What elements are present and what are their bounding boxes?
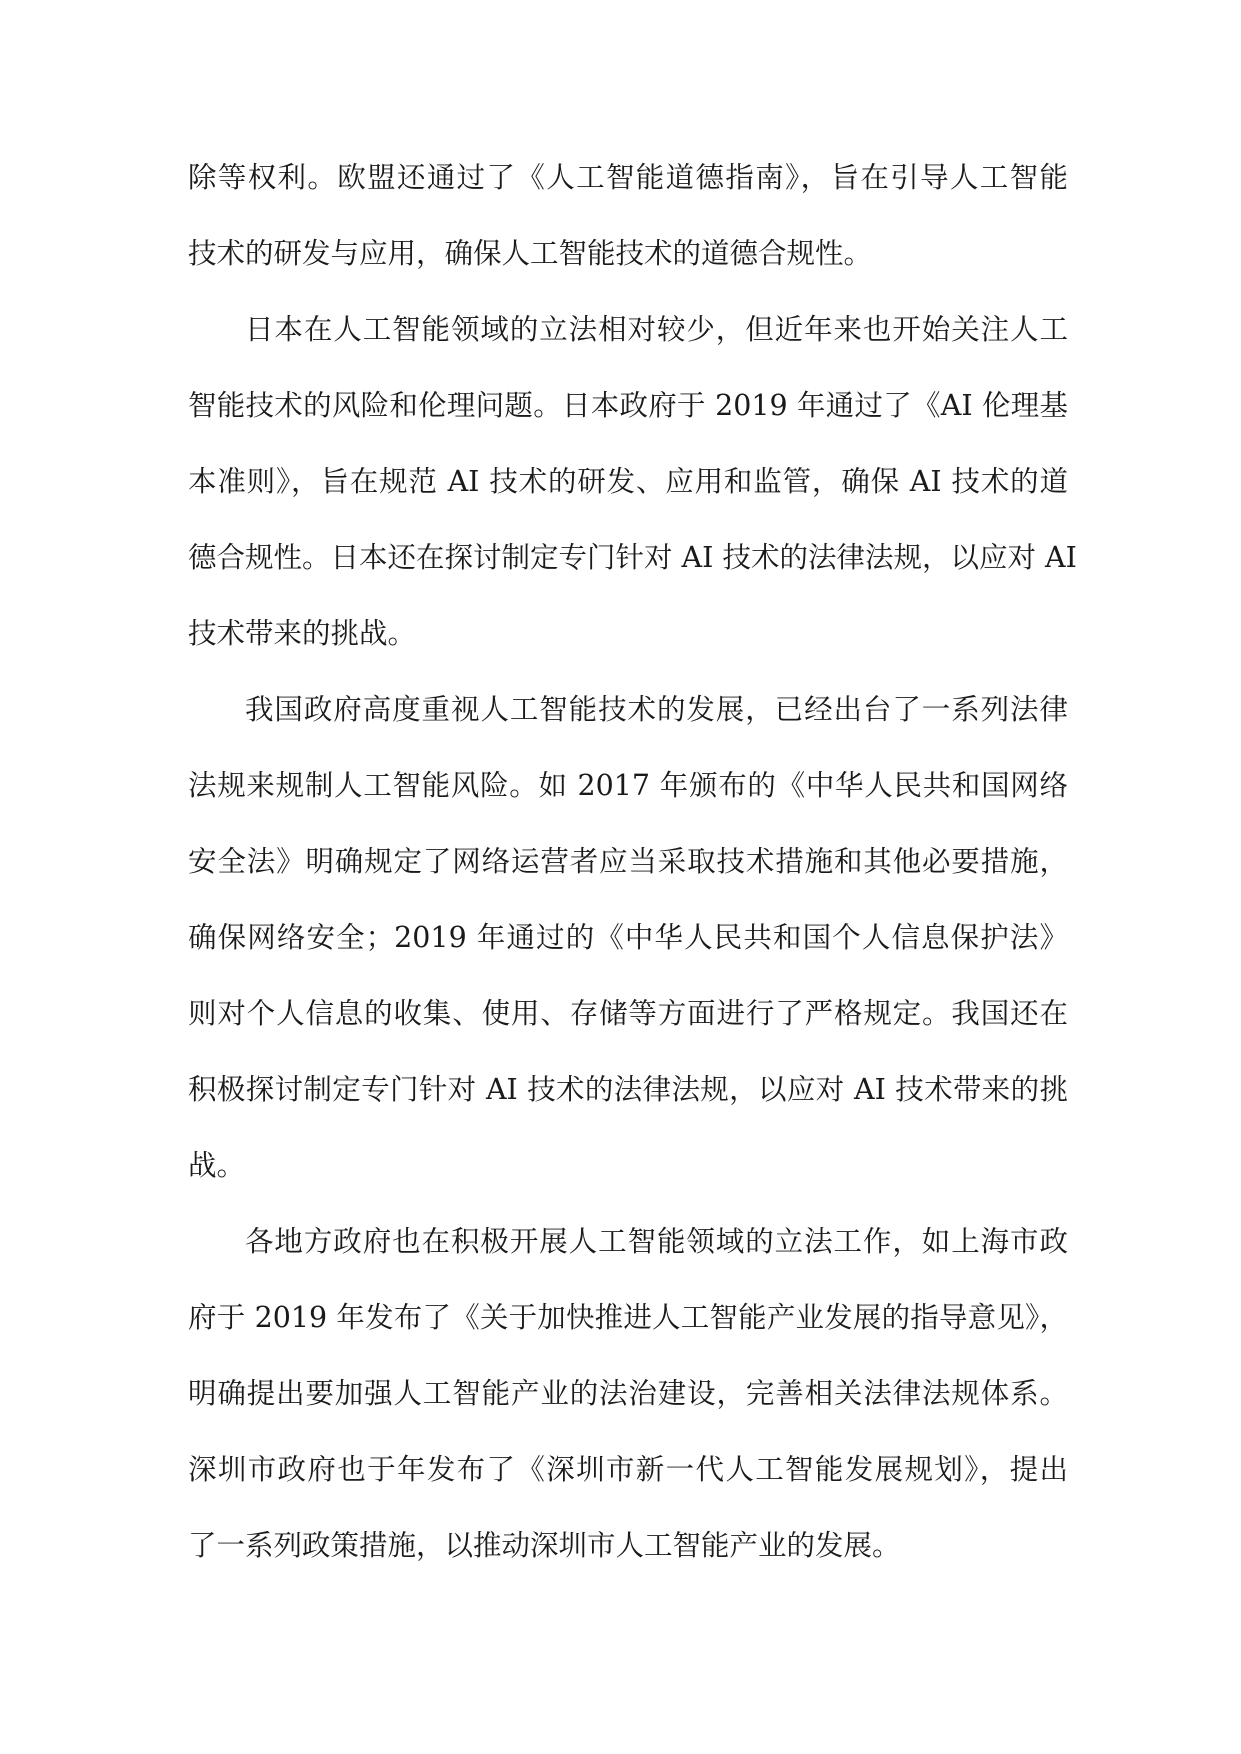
text-line: 技术带来的挑战。	[188, 617, 417, 650]
text-line: 除等权利。欧盟还通过了《人工智能道德指南》，旨在引导人工智能	[188, 161, 1068, 194]
text-line: 安全法》明确规定了网络运营者应当采取技术措施和其他必要措施，	[188, 845, 1068, 878]
text-line: 确保网络安全；2019 年通过的《中华人民共和国个人信息保护法》	[188, 921, 1068, 954]
paragraph-japan	[188, 292, 1077, 672]
text-line: 德合规性。日本还在探讨制定专门针对 AI 技术的法律法规，以应对 AI	[188, 541, 1077, 574]
paragraph-china	[188, 672, 1068, 1204]
text-line: 技术的研发与应用，确保人工智能技术的道德合规性。	[188, 237, 873, 270]
text-line: 明确提出要加强人工智能产业的法治建设，完善相关法律法规体系。	[188, 1377, 1068, 1410]
body-text	[188, 140, 1077, 1584]
text-line: 深圳市政府也于年发布了《深圳市新一代人工智能发展规划》，提出	[188, 1453, 1068, 1486]
text-line: 法规来规制人工智能风险。如 2017 年颁布的《中华人民共和国网络	[188, 769, 1068, 802]
text-line: 本准则》，旨在规范 AI 技术的研发、应用和监管，确保 AI 技术的道	[188, 465, 1068, 498]
text-line: 日本在人工智能领域的立法相对较少，但近年来也开始关注人工	[245, 313, 1068, 346]
paragraph-local-governments	[188, 1204, 1068, 1584]
text-line: 战。	[188, 1149, 246, 1182]
paragraph-eu	[188, 140, 1068, 292]
text-line: 智能技术的风险和伦理问题。日本政府于 2019 年通过了《AI 伦理基	[188, 389, 1068, 422]
text-line: 府于 2019 年发布了《关于加快推进人工智能产业发展的指导意见》，	[188, 1301, 1068, 1334]
text-line: 了一系列政策措施，以推动深圳市人工智能产业的发展。	[188, 1529, 901, 1562]
text-line: 各地方政府也在积极开展人工智能领域的立法工作，如上海市政	[245, 1225, 1068, 1258]
text-line: 积极探讨制定专门针对 AI 技术的法律法规，以应对 AI 技术带来的挑	[188, 1073, 1068, 1106]
text-line: 则对个人信息的收集、使用、存储等方面进行了严格规定。我国还在	[188, 997, 1068, 1030]
text-line: 我国政府高度重视人工智能技术的发展，已经出台了一系列法律	[245, 693, 1068, 726]
